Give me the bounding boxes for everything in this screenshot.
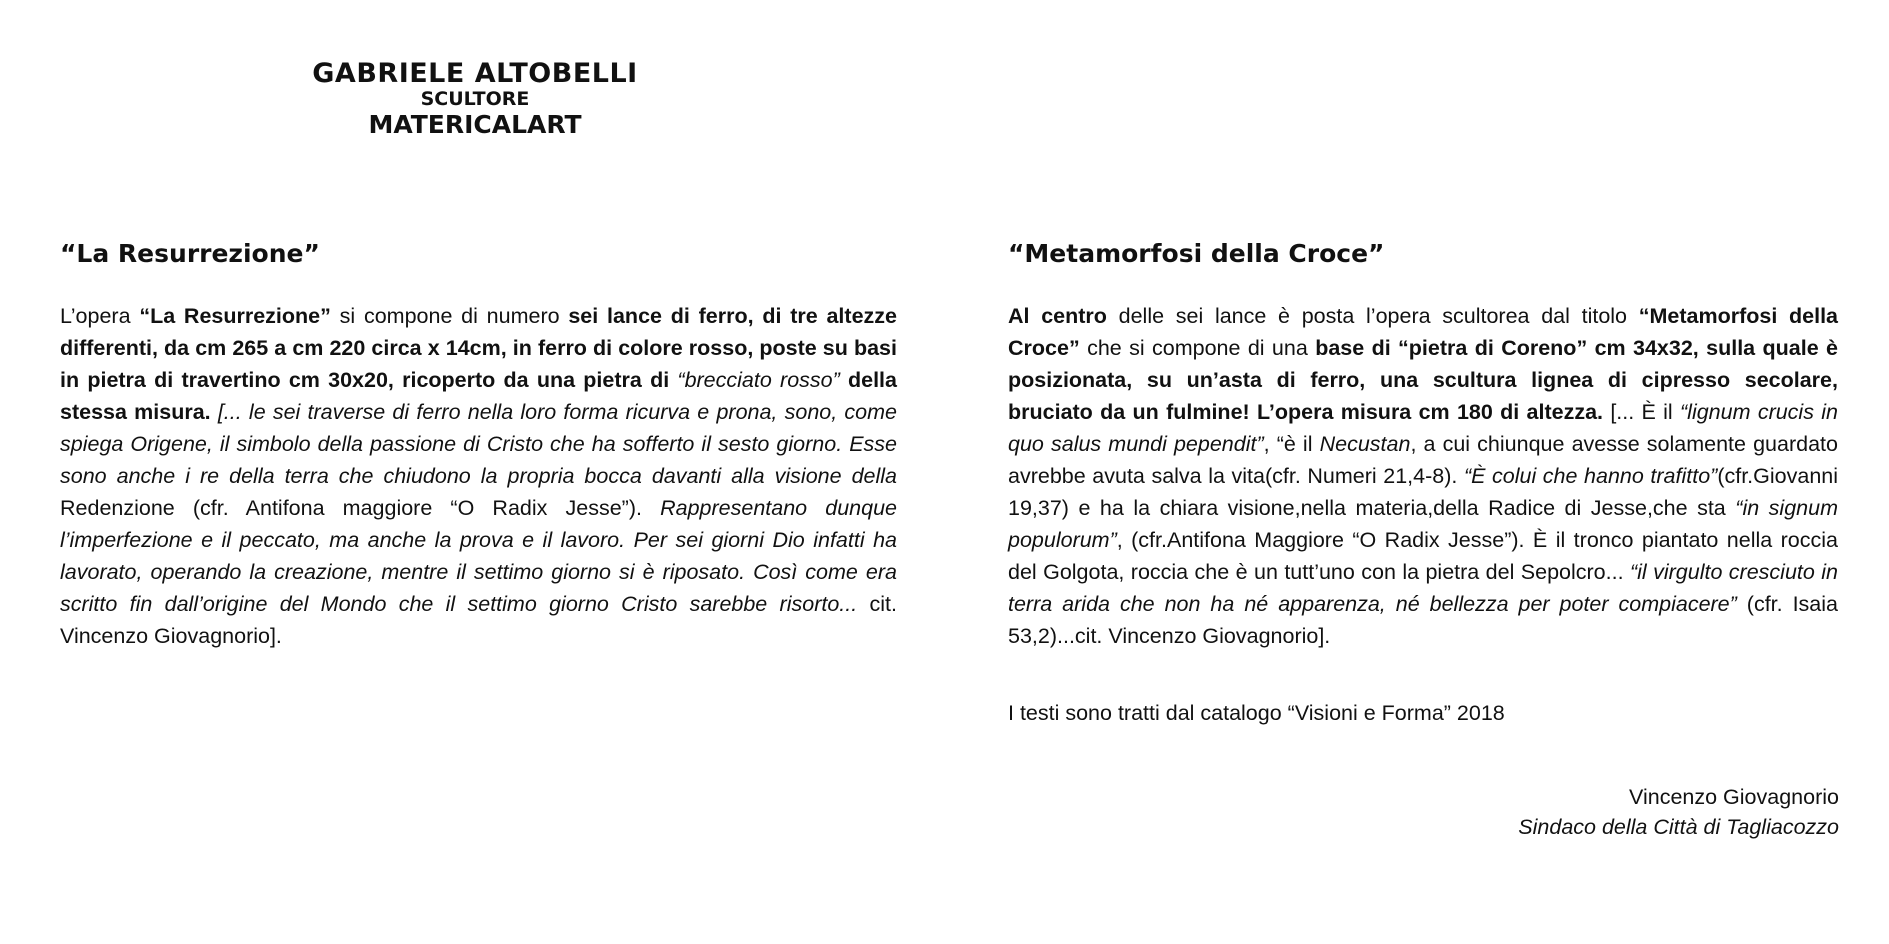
text: , a cui chiunque avesse solamente guardato avrebbe avuta salva la vita(cfr. Numeri 21,4-8). [1008, 432, 1838, 488]
header [300, 60, 650, 139]
signature [1518, 782, 1839, 842]
text: delle sei lance è posta l’opera scultorea dal titolo [1106, 304, 1639, 328]
text: (cfr.Giovanni 19,37) e ha la chiara visione,nella materia,della Radice di Jesse,che sta [1008, 464, 1839, 520]
text: che si compone di una [1079, 336, 1316, 360]
brand-name: MATERICALART [368, 110, 582, 140]
artist-name: GABRIELE ALTOBELLI [312, 58, 638, 89]
text-italic: “il virgulto cresciuto in terra arida che non ha né apparenza, né bellezza per poter compiacere” [1008, 560, 1838, 616]
text-bold: Al centro [1008, 304, 1107, 328]
signature-name: Vincenzo Giovagnorio [1629, 785, 1839, 809]
text-italic: [... le sei traverse di ferro nella loro forma ricurva e prona, sono, come spiega Origene, il simbolo della passione di Cristo che ha sofferto il sesto giorno. Esse sono anche i re della terra che chiudono la propria bocca davanti alla visione della [60, 400, 897, 488]
text-bold: base di “pietra di Coreno” cm 34x32, sulla quale è posizionata, su un’asta di ferro, una scultura lignea di cipresso secolare, bruciato da un fulmine! L’opera misura cm 180 di altezza. [1008, 336, 1838, 424]
text-bold: della stessa misura. [60, 368, 897, 424]
left-title: “La Resurrezione” [60, 239, 320, 268]
source-note: I testi sono tratti dal catalogo “Visioni e Forma” 2018 [1008, 701, 1505, 725]
text-bold: sei lance di ferro, di tre altezze differenti, da cm 265 a cm 220 circa x 14cm, in ferro di colore rosso, poste su basi in pietra di travertino cm 30x20, ricoperto da una pietra di [60, 304, 897, 392]
right-title: “Metamorfosi della Croce” [1008, 239, 1385, 268]
right-paragraph [1008, 300, 1838, 652]
text: , (cfr.Antifona Maggiore “O Radix Jesse”). È il tronco piantato nella roccia del Golgota, roccia che è un tutt’uno con la pietra del Sepolcro... [1008, 528, 1838, 584]
artist-role: SCULTORE [420, 88, 530, 111]
left-column [60, 238, 897, 652]
text: Redenzione (cfr. Antifona maggiore “O Radix Jesse”). [60, 496, 642, 520]
text-italic: “lignum crucis in quo salus mundi pependit” [1008, 400, 1838, 456]
text: (cfr. Isaia 53,2)...cit. Vincenzo Giovagnorio]. [1008, 592, 1838, 648]
text-italic: “brecciato rosso” [677, 368, 840, 392]
right-column [1008, 238, 1838, 652]
text: cit. Vincenzo Giovagnorio]. [60, 592, 897, 648]
text-italic: “È colui che hanno trafitto” [1463, 464, 1718, 488]
left-paragraph [60, 300, 897, 652]
text: [... È il [1603, 400, 1681, 424]
text: si compone di numero [330, 304, 569, 328]
text-italic: “in signum populorum” [1008, 496, 1838, 552]
text: L’opera [60, 304, 140, 328]
signature-title: Sindaco della Città di Tagliacozzo [1518, 815, 1839, 839]
text-bold: “La Resurrezione” [139, 304, 331, 328]
text-italic: Necustan [1319, 432, 1411, 456]
text-bold: “Metamorfosi della Croce” [1008, 304, 1839, 360]
text: , “è il [1263, 432, 1320, 456]
text-italic: Rappresentano dunque l’imperfezione e il peccato, ma anche la prova e il lavoro. Per sei giorni Dio infatti ha lavorato, operando la creazione, mentre il settimo giorno si è riposato. Così come era scritto fin dall’origine del Mondo che il settimo giorno Cristo sarebbe risorto... [60, 496, 898, 616]
